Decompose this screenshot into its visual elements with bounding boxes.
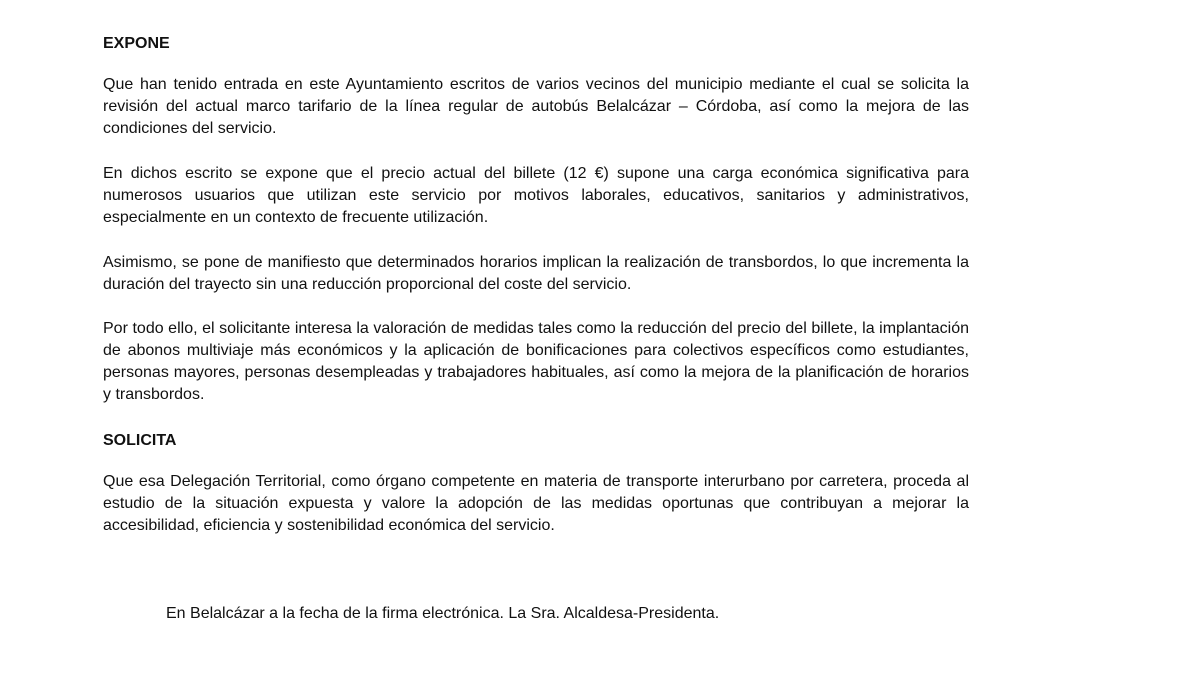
signature-line: En Belalcázar a la fecha de la firma electrónica. La Sra. Alcaldesa-Presidenta. (166, 605, 720, 622)
expone-paragraph-3: Asimismo, se pone de manifiesto que determinados horarios implican la realización de transbordos, lo que incrementa la duración del trayecto sin una reducción proporcional del coste del servicio. (103, 254, 969, 293)
solicita-paragraph: Que esa Delegación Territorial, como órgano competente en materia de transporte interurbano por carretera, proceda al estudio de la situación expuesta y valore la adopción de las medidas oportunas que contribuyan a mejorar la accesibilidad, eficiencia y sostenibilidad económica del servicio. (103, 473, 969, 534)
expone-heading: EXPONE (103, 35, 170, 52)
expone-paragraph-4: Por todo ello, el solicitante interesa la valoración de medidas tales como la reducción del precio del billete, la implantación de abonos multiviaje más económicos y la aplicación de bonificaciones para colectivos específicos como estudiantes, personas mayores, personas desempleadas y trabajadores habituales, así como la mejora de la planificación de horarios y transbordos. (103, 320, 969, 403)
solicita-heading: SOLICITA (103, 432, 177, 449)
expone-paragraph-1: Que han tenido entrada en este Ayuntamiento escritos de varios vecinos del municipio mediante el cual se solicita la revisión del actual marco tarifario de la línea regular de autobús Belalcázar – Córdoba, así como la mejora de las condiciones del servicio. (103, 76, 969, 137)
expone-paragraph-2: En dichos escrito se expone que el precio actual del billete (12 €) supone una carga económica significativa para numerosos usuarios que utilizan este servicio por motivos laborales, educativos, sanitarios y administrativos, especialmente en un contexto de frecuente utilización. (103, 165, 969, 226)
